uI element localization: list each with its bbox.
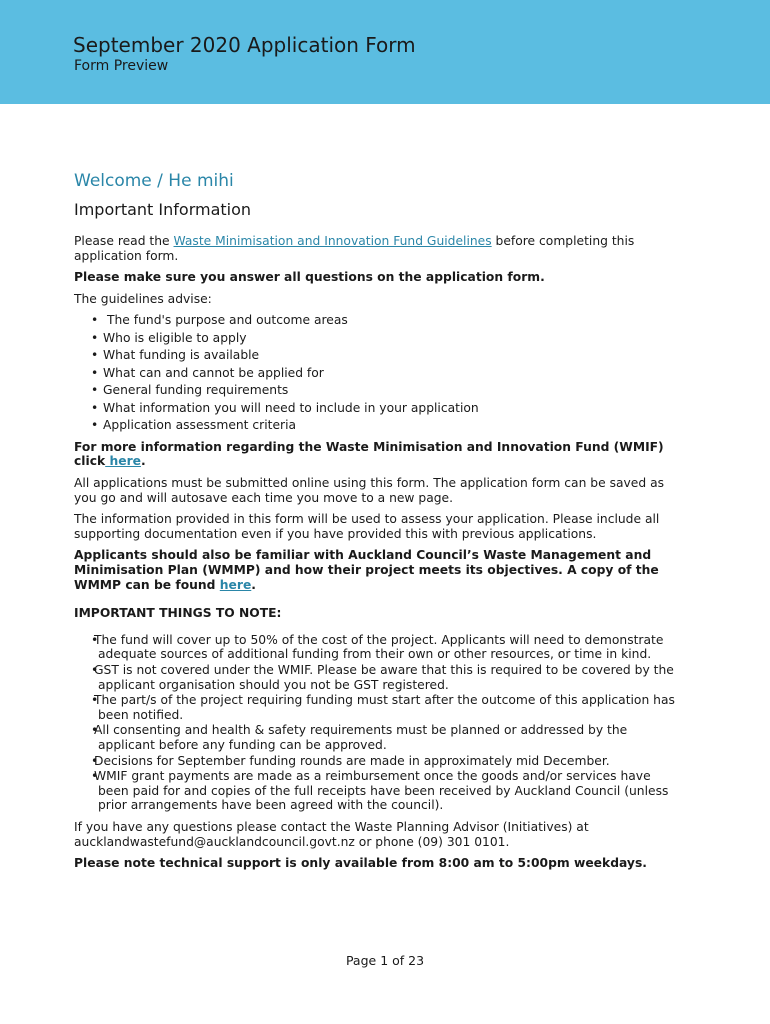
intro-text-end: before completing this application form.: [74, 234, 635, 263]
page-number: Page 1 of 23: [345, 953, 425, 968]
list-item: • What funding is available: [74, 348, 684, 363]
list-item: • GST is not covered under the WMIF. Please be aware that this is required to be covered by the applicant organisation should you not be GST registered.: [74, 663, 684, 692]
wmmp-text: Applicants should also be familiar with Auckland Council’s Waste Management and Minimisation Plan (WMMP) and how their project meets its objectives. A copy of the WMMP can be found: [74, 548, 659, 592]
important-info-heading: Important Information: [74, 200, 252, 219]
more-info-end: .: [140, 454, 146, 469]
list-item: • What information you will need to include in your application: [74, 401, 684, 416]
list-item: • What can and cannot be applied for: [74, 366, 684, 381]
wmif-here-link[interactable]: here: [105, 454, 141, 469]
list-item: • Application assessment criteria: [74, 418, 684, 433]
answer-all-notice: Please make sure you answer all questions on the application form.: [74, 270, 545, 285]
list-item: • The fund's purpose and outcome areas: [74, 313, 684, 328]
wmmp-here-link[interactable]: here: [219, 577, 252, 592]
list-item: • The part/s of the project requiring funding must start after the outcome of this application has been notified.: [74, 693, 684, 722]
guidelines-advise-label: The guidelines advise:: [74, 291, 212, 306]
list-item: • Who is eligible to apply: [74, 331, 684, 346]
important-note-heading: IMPORTANT THINGS TO NOTE:: [74, 606, 282, 621]
form-subtitle: Form Preview: [74, 58, 169, 74]
intro-text-start: Please read the: [74, 234, 174, 248]
contact-paragraph: If you have any questions please contact the Waste Planning Advisor (Initiatives) at aucklandwastefund@aucklandcouncil.govt.nz or phone (09) 301 0101.: [74, 819, 589, 849]
tech-support-notice: Please note technical support is only available from 8:00 am to 5:00pm weekdays.: [74, 856, 647, 871]
submit-online-paragraph: All applications must be submitted online using this form. The application form can be saved as you go and will autosave each time you move to a new page.: [74, 476, 665, 505]
info-used-paragraph: The information provided in this form will be used to assess your application. Please include all supporting documentation even if you have provided this with previous applications.: [74, 512, 660, 541]
intro-paragraph: [74, 234, 684, 263]
list-item: • WMIF grant payments are made as a reimbursement once the goods and/or services have been paid for and copies of the full receipts have been received by Auckland Council (unless prior arrangements have been agreed with the council).: [74, 769, 684, 813]
more-info-paragraph: [74, 440, 684, 469]
list-item: • General funding requirements: [74, 383, 684, 398]
wmmp-end: .: [251, 577, 256, 592]
header-banner: [0, 0, 770, 104]
list-item: • The fund will cover up to 50% of the cost of the project. Applicants will need to demonstrate adequate sources of additional funding from their own or other resources, or time in kind.: [74, 633, 684, 662]
form-title: September 2020 Application Form: [73, 33, 416, 57]
welcome-heading: Welcome / He mihi: [74, 171, 234, 191]
list-item: • Decisions for September funding rounds are made in approximately mid December.: [74, 754, 684, 769]
guidelines-link[interactable]: Waste Minimisation and Innovation Fund Guidelines: [173, 234, 492, 248]
list-item: • All consenting and health & safety requirements must be planned or addressed by the applicant before any funding can be approved.: [74, 723, 684, 752]
main-content: [74, 170, 684, 878]
notes-list: [74, 633, 684, 813]
guidelines-list: [74, 313, 684, 433]
more-info-text: For more information regarding the Waste Minimisation and Innovation Fund (WMIF) click: [74, 439, 664, 469]
wmmp-paragraph: [74, 548, 684, 592]
